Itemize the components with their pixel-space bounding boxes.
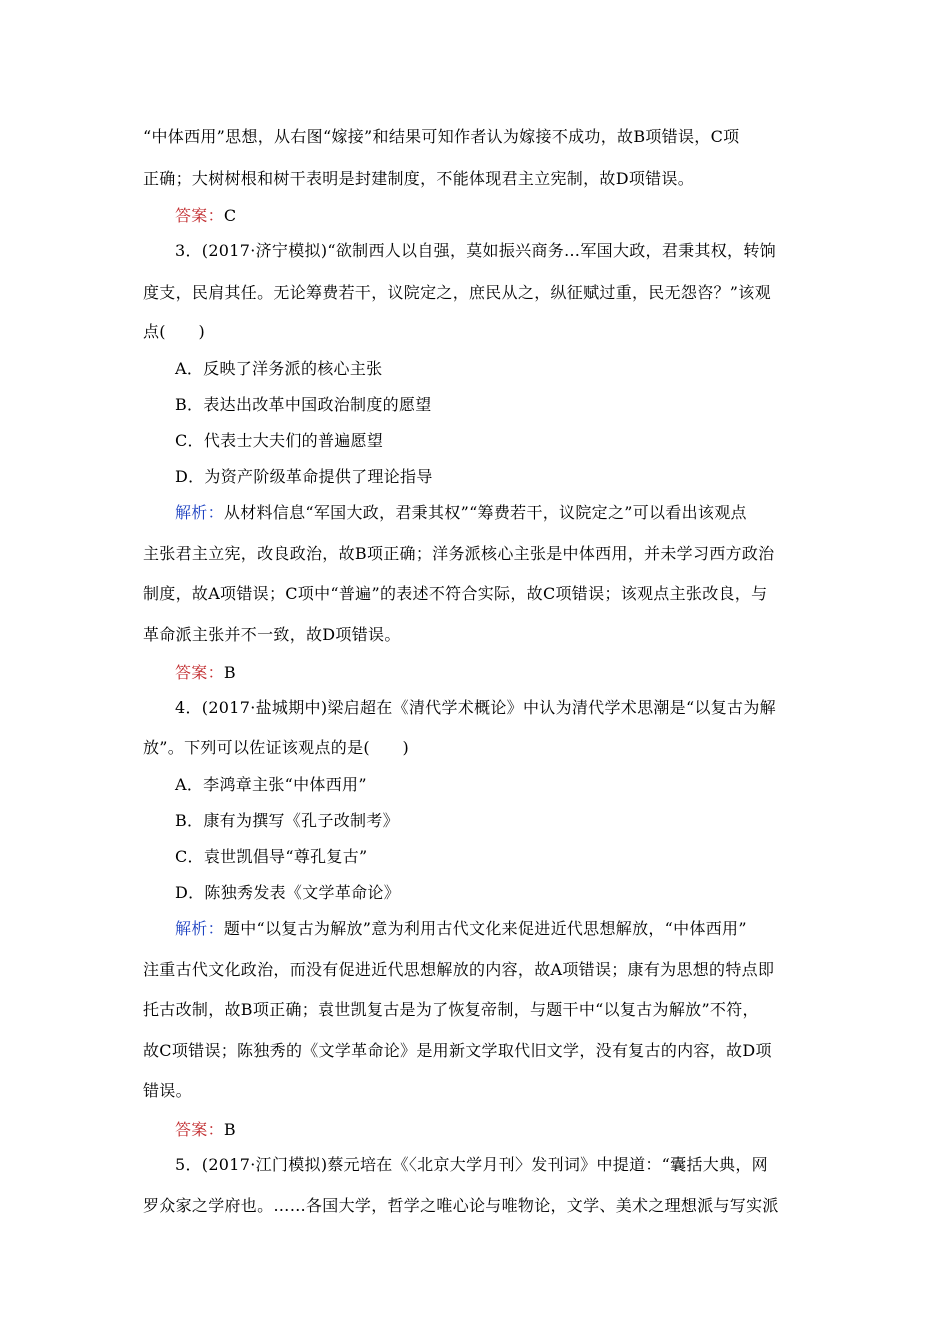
option-a: A．反映了洋务派的核心主张 [175, 359, 383, 378]
question-stem: 4．(2017·盐城期中)梁启超在《清代学术概论》中认为清代学术思潮是“以复古为解 [175, 698, 776, 717]
answer-line [175, 206, 236, 226]
analysis-text: 主张君主立宪，改良政治，故B项正确；洋务派核心主张是中体西用，并未学习西方政治 [143, 544, 775, 563]
question-stem: 度支，民肩其任。无论筹费若干，议院定之，庶民从之，纵征赋过重，民无怨咨？”该观 [143, 283, 771, 302]
answer-label: 答案： [175, 1120, 224, 1139]
analysis-label: 解析： [175, 503, 224, 522]
option-d: D．为资产阶级革命提供了理论指导 [175, 467, 433, 486]
analysis-text: 注重古代文化政治，而没有促进近代思想解放的内容，故A项错误；康有为思想的特点即 [143, 960, 775, 979]
answer-label: 答案： [175, 663, 224, 682]
analysis-text: 题中“以复古为解放”意为利用古代文化来促进近代思想解放，“中体西用” [223, 919, 747, 938]
option-d: D．陈独秀发表《文学革命论》 [175, 883, 401, 902]
analysis-text: 托古改制，故B项正确；袁世凯复古是为了恢复帝制，与题干中“以复古为解放”不符， [143, 1000, 759, 1019]
analysis-text: 从材料信息“军国大政，君秉其权”“筹费若干，议院定之”可以看出该观点 [223, 503, 747, 522]
option-c: C．代表士大夫们的普遍愿望 [175, 431, 384, 450]
option-a: A．李鸿章主张“中体西用” [175, 775, 367, 794]
analysis-text: 革命派主张并不一致，故D项错误。 [143, 625, 401, 644]
question-stem: 罗众家之学府也。……各国大学，哲学之唯心论与唯物论，文学、美术之理想派与写实派 [143, 1196, 779, 1215]
question-stem: 放”。下列可以佐证该观点的是( ) [143, 738, 410, 757]
question-stem: 点( ) [143, 322, 205, 341]
question-stem: 5．(2017·江门模拟)蔡元培在《〈北京大学月刊〉发刊词》中提道：“囊括大典，网 [175, 1155, 768, 1174]
answer-value: B [223, 663, 236, 682]
intro-text-line: “中体西用”思想，从右图“嫁接”和结果可知作者认为嫁接不成功，故B项错误，C项 [143, 127, 740, 146]
answer-value: C [223, 206, 237, 225]
analysis-text: 错误。 [143, 1081, 192, 1100]
intro-text-line: 正确；大树树根和树干表明是封建制度，不能体现君主立宪制，故D项错误。 [143, 169, 695, 188]
analysis-text: 故C项错误；陈独秀的《文学革命论》是用新文学取代旧文学，没有复古的内容，故D项 [143, 1041, 772, 1060]
option-c: C．袁世凯倡导“尊孔复古” [175, 847, 368, 866]
analysis-line [175, 503, 747, 523]
question-stem: 3．(2017·济宁模拟)“欲制西人以自强，莫如振兴商务…军国大政，君秉其权，转饷 [175, 241, 776, 260]
option-b: B．表达出改革中国政治制度的愿望 [175, 395, 432, 414]
answer-value: B [223, 1120, 236, 1139]
answer-line [175, 663, 236, 683]
analysis-label: 解析： [175, 919, 224, 938]
analysis-line [175, 919, 747, 939]
analysis-text: 制度，故A项错误；C项中“普遍”的表述不符合实际，故C项错误；该观点主张改良，与 [143, 584, 768, 603]
option-b: B．康有为撰写《孔子改制考》 [175, 811, 399, 830]
answer-label: 答案： [175, 206, 224, 225]
answer-line [175, 1120, 236, 1140]
